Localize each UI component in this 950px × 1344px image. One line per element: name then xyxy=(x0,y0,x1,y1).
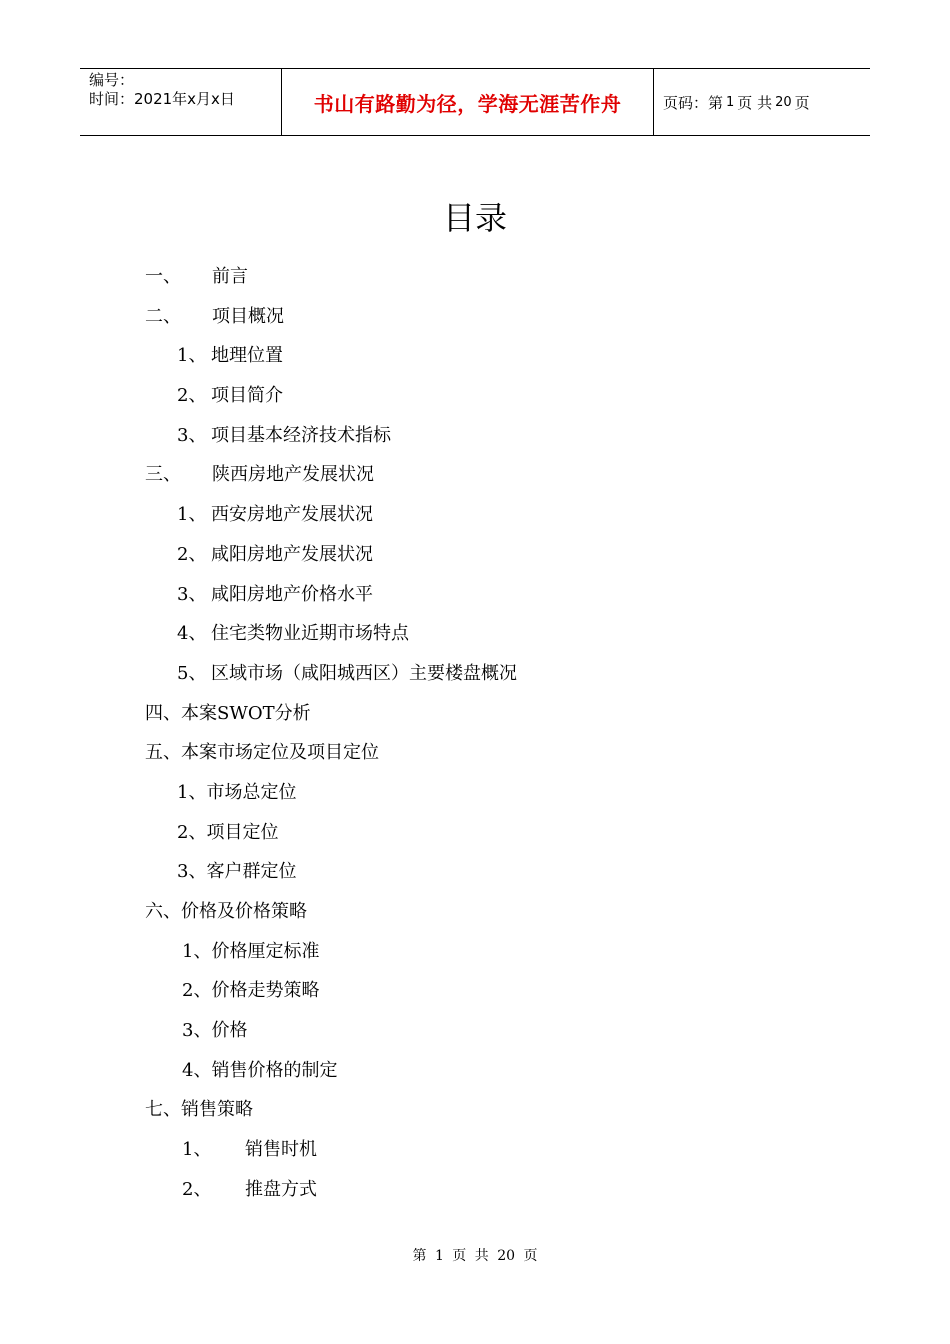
toc-item: 四、本案SWOT分析 xyxy=(145,702,311,724)
document-number-label: 编号： xyxy=(89,71,135,89)
toc-item: 5、 区域市场（咸阳城西区）主要楼盘概况 xyxy=(177,662,517,684)
page-middle: 页 共 xyxy=(737,93,773,112)
toc-item: 1、 西安房地产发展状况 xyxy=(177,504,373,526)
toc-item: 2、项目定位 xyxy=(177,821,279,843)
header-motto: 书山有路勤为径，学海无涯苦作舟 xyxy=(313,91,622,116)
header-meta xyxy=(80,69,281,135)
toc-item: 3、价格 xyxy=(182,1020,248,1042)
toc-item: 1、市场总定位 xyxy=(177,781,297,803)
toc-item: 2、价格走势策略 xyxy=(182,980,320,1002)
table-of-contents xyxy=(0,262,950,1215)
page-total: 20 xyxy=(775,94,792,110)
toc-item: 二、 项目概况 xyxy=(145,305,284,327)
toc-item: 4、销售价格的制定 xyxy=(182,1059,338,1081)
toc-item: 3、 咸阳房地产价格水平 xyxy=(177,583,373,605)
page-current: 1 xyxy=(726,94,735,110)
toc-item: 六、价格及价格策略 xyxy=(145,901,307,922)
toc-item: 2、 项目简介 xyxy=(177,385,283,407)
toc-item: 五、本案市场定位及项目定位 xyxy=(145,742,379,764)
page-prefix: 页码：第 xyxy=(663,93,724,112)
page-title: 目录 xyxy=(442,199,507,237)
page-suffix: 页 xyxy=(794,93,810,112)
toc-item: 七、销售策略 xyxy=(145,1099,253,1121)
toc-item: 2、 推盘方式 xyxy=(182,1178,317,1200)
toc-item: 一、 前言 xyxy=(145,266,248,287)
toc-item: 1、价格厘定标准 xyxy=(182,940,320,962)
header-page-info xyxy=(654,69,870,135)
header-motto-cell xyxy=(281,69,654,135)
toc-item: 2、 咸阳房地产发展状况 xyxy=(177,543,373,565)
toc-item: 三、 陕西房地产发展状况 xyxy=(145,464,374,486)
toc-item: 4、 住宅类物业近期市场特点 xyxy=(177,623,409,645)
page-footer: 第 1 页 共 20 页 xyxy=(412,1248,538,1264)
page-header xyxy=(80,68,870,136)
toc-item: 3、 项目基本经济技术指标 xyxy=(177,424,391,446)
document-time-label: 时间：2021年x月x日 xyxy=(89,90,235,108)
toc-item: 1、 销售时机 xyxy=(182,1139,317,1161)
toc-item: 3、客户群定位 xyxy=(177,861,297,883)
toc-item: 1、 地理位置 xyxy=(177,345,283,367)
